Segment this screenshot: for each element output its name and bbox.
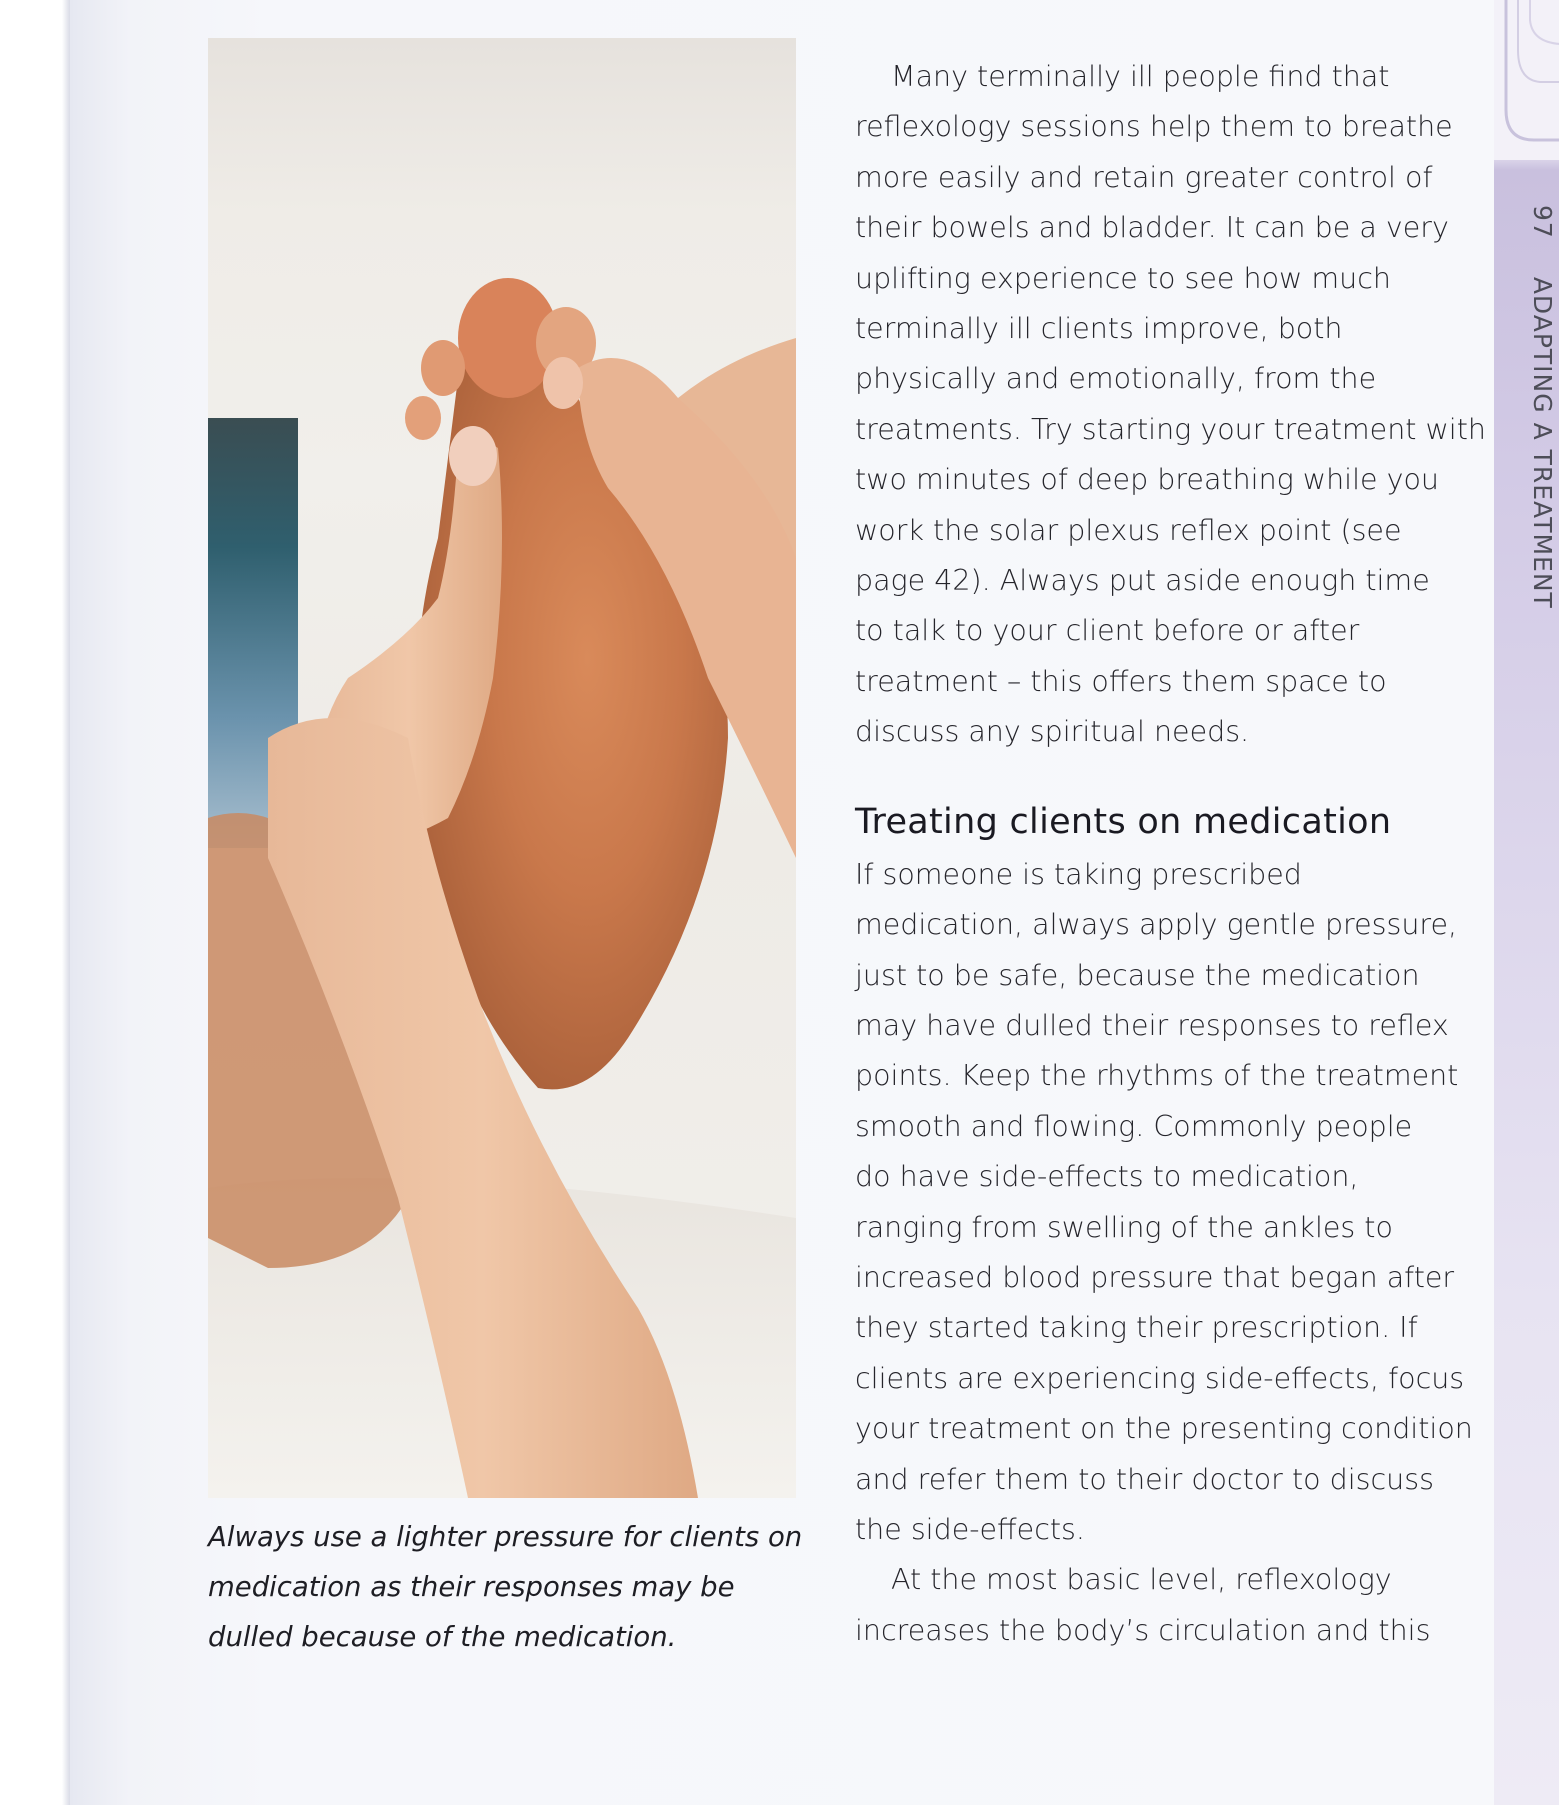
text-line: smooth and flowing. Commonly people <box>855 1109 1413 1143</box>
foot-outline-icon <box>1500 0 1559 150</box>
section-heading: Treating clients on medication <box>855 801 1392 842</box>
text-line: increased blood pressure that began after <box>855 1260 1455 1294</box>
text-line: terminally ill clients improve, both <box>855 312 1343 346</box>
caption-line: dulled because of the medication. <box>208 1621 677 1653</box>
text-line: ranging from swelling of the ankles to <box>855 1210 1393 1244</box>
text-line: to talk to your client before or after <box>855 614 1360 648</box>
caption-line: Always use a lighter pressure for clients on <box>208 1521 803 1553</box>
text-line: page 42). Always put aside enough time <box>855 564 1430 598</box>
text-line: clients are experiencing side-effects, focus <box>855 1361 1465 1395</box>
text-line: more easily and retain greater control of <box>855 160 1433 194</box>
paragraph-medication <box>855 850 1495 1556</box>
body-text-column <box>855 52 1495 1656</box>
figure-caption <box>208 1512 808 1662</box>
section-running-head <box>1527 205 1557 645</box>
scan-edge <box>0 0 80 1805</box>
text-line: increases the body’s circulation and this <box>855 1613 1431 1647</box>
text-line: Many terminally ill people find that <box>891 60 1390 93</box>
text-line: reflexology sessions help them to breathe <box>855 110 1453 144</box>
text-line: treatment – this offers them space to <box>855 664 1387 698</box>
text-line: your treatment on the presenting condition <box>855 1412 1473 1446</box>
text-line: physically and emotionally, from the <box>855 362 1377 396</box>
paragraph-terminally-ill <box>855 52 1495 758</box>
section-title: ADAPTING A TREATMENT <box>1528 276 1557 609</box>
paragraph-circulation <box>855 1555 1495 1656</box>
text-line: and refer them to their doctor to discuss <box>855 1462 1434 1496</box>
text-line: medication, always apply gentle pressure, <box>855 908 1458 942</box>
text-line: two minutes of deep breathing while you <box>855 463 1439 497</box>
text-line: discuss any spiritual needs. <box>855 715 1250 749</box>
text-line: work the solar plexus reflex point (see <box>855 513 1402 547</box>
page-number: 97 <box>1528 205 1557 239</box>
text-line: their bowels and bladder. It can be a very <box>855 211 1449 245</box>
text-line: points. Keep the rhythms of the treatment <box>855 1059 1459 1093</box>
reflexology-photo <box>208 38 796 1498</box>
foot-photo-illustration <box>208 38 796 1498</box>
text-line: At the most basic level, reflexology <box>891 1563 1392 1597</box>
text-line: may have dulled their responses to reflex <box>855 1008 1449 1042</box>
text-line: If someone is taking prescribed <box>855 857 1302 891</box>
text-line: uplifting experience to see how much <box>855 261 1391 295</box>
text-line: treatments. Try starting your treatment with <box>855 412 1486 446</box>
text-line: the side-effects. <box>855 1512 1085 1546</box>
caption-line: medication as their responses may be <box>208 1571 735 1603</box>
text-line: just to be safe, because the medication <box>855 958 1420 992</box>
text-line: they started taking their prescription. If <box>855 1311 1418 1345</box>
text-line: do have side-effects to medication, <box>855 1160 1359 1194</box>
